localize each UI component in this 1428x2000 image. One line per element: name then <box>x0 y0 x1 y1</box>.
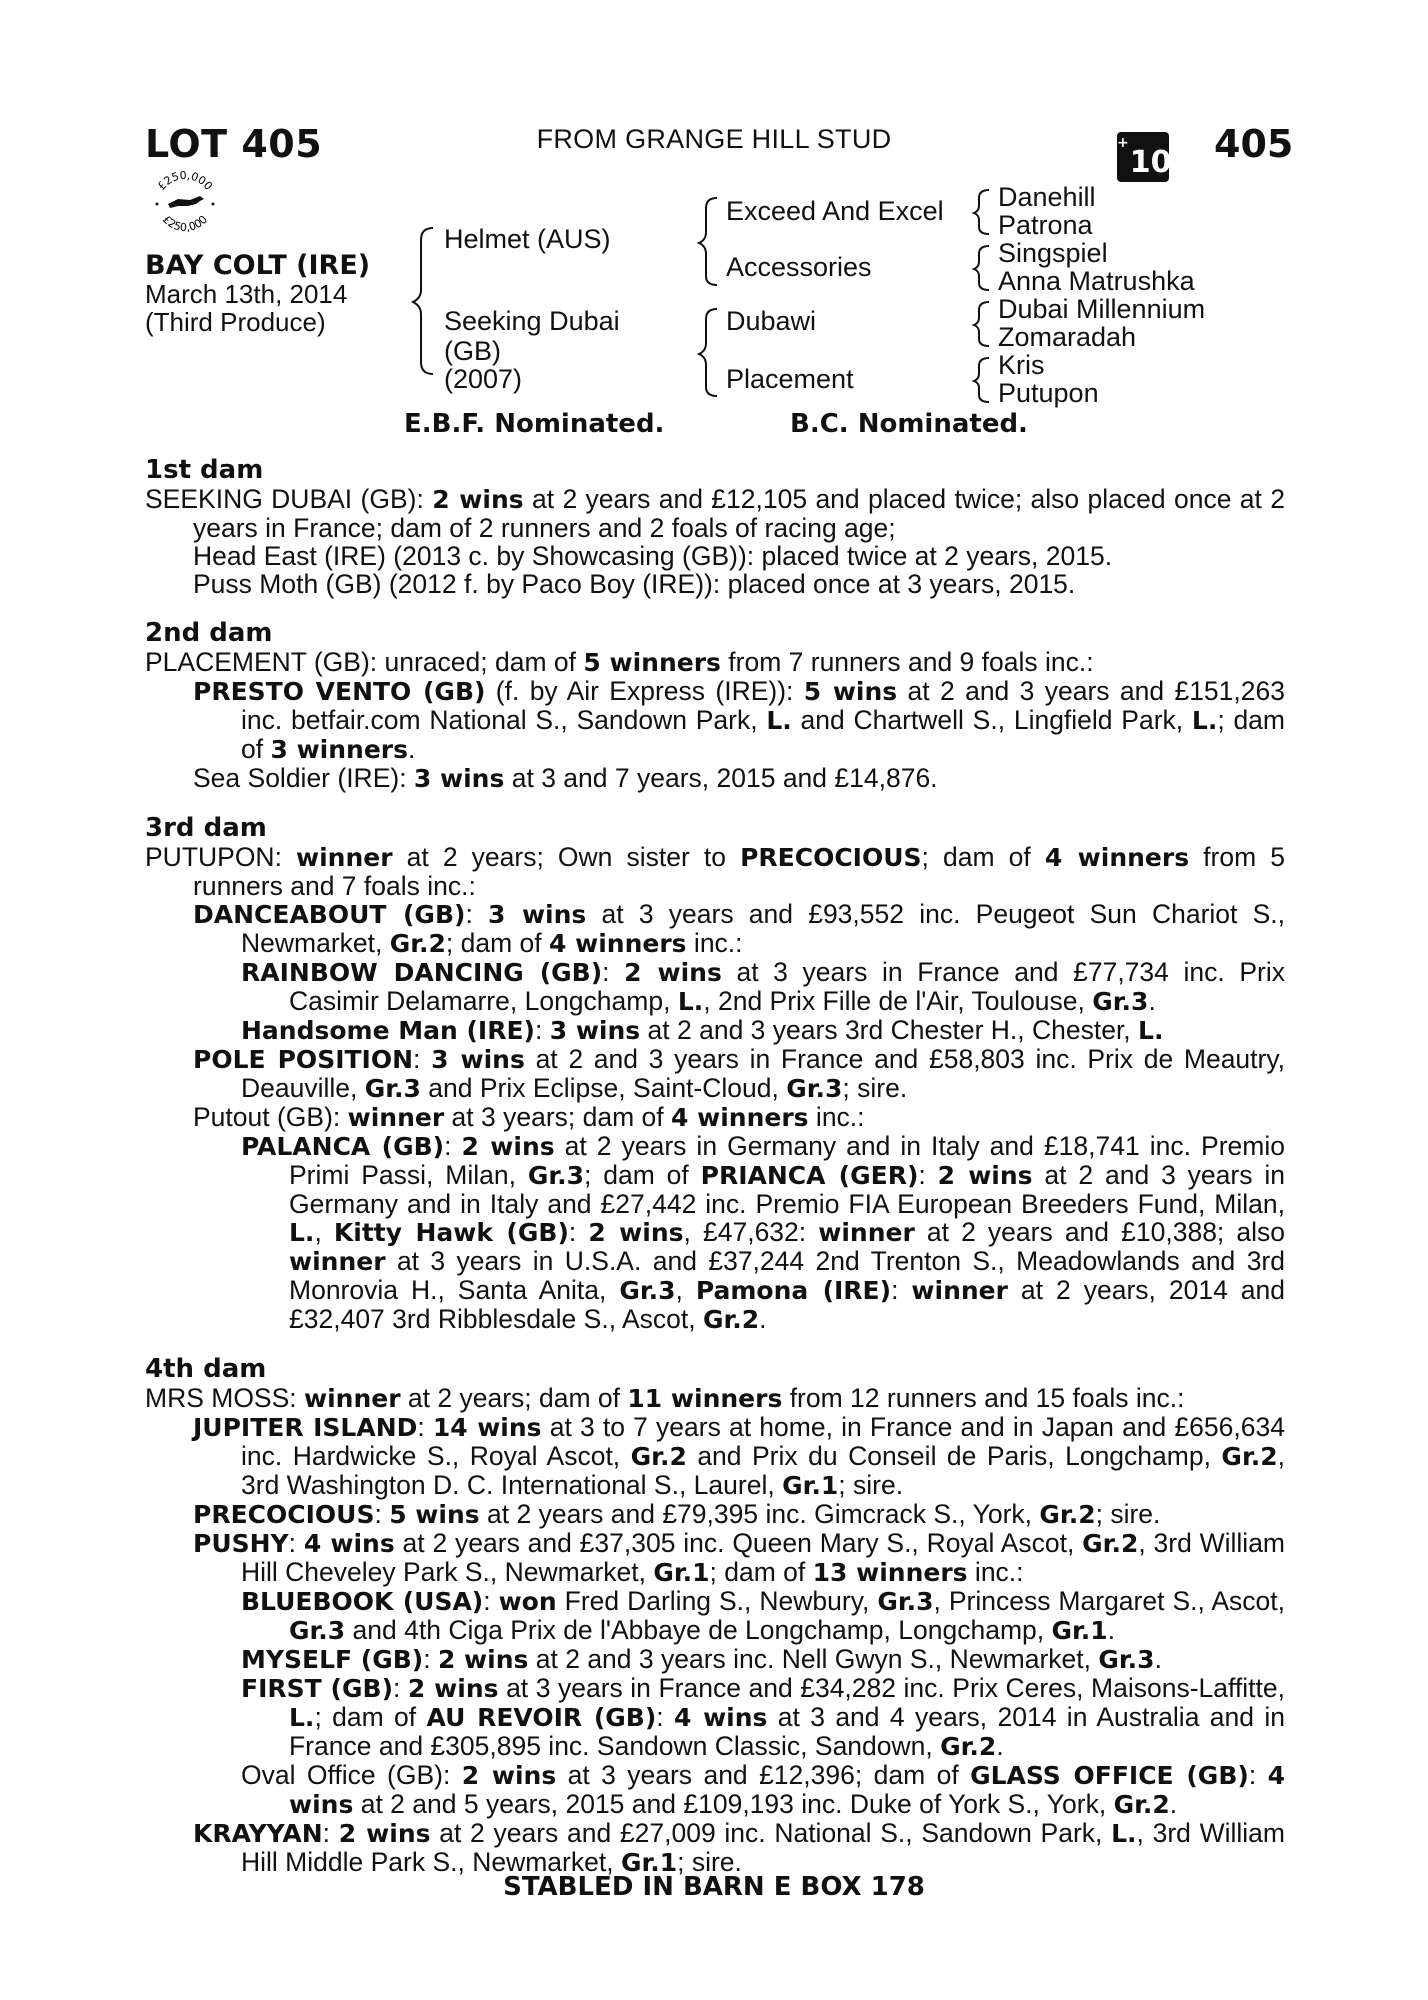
sdd: Anna Matrushka <box>998 266 1195 296</box>
dam-sire: Dubawi <box>726 306 817 336</box>
progeny-entry: PRECOCIOUS: 5 wins at 2 years and £79,395 inc. Gimcrack S., York, Gr.2; sire. <box>193 1499 1161 1529</box>
produce-record <box>145 455 1285 1877</box>
progeny-entry: Oval Office (GB): 2 wins at 3 years and £12,396; dam of GLASS OFFICE (GB): 4 wins at 2 and 5 years, 2015 and £109,193 inc. Duke of York S., York, Gr.2. <box>241 1760 1285 1819</box>
sire-dam: Accessories <box>726 252 872 282</box>
produce-note: (Third Produce) <box>145 307 326 337</box>
pedigree-brackets <box>0 0 1428 440</box>
progeny-entry: PALANCA (GB): 2 wins at 2 years in Germany and in Italy and £18,741 inc. Premio Primi Passi, Milan, Gr.3; dam of PRIANCA (GER): 2 wins at 2 and 3 years in Germany and in Italy and £27,442 inc. Premio FIA European Breeders Fund, Milan, L., Kitty Hawk (GB): 2 wins, £47,632: winner at 2 years and £10,388; also winner at 3 years in U.S.A. and £37,244 2nd Trenton S., Meadowlands and 3rd Monrovia H., Santa Anita, Gr.3, Pamona (IRE): winner at 2 years, 2014 and £32,407 3rd Ribblesdale S., Ascot, Gr.2. <box>241 1131 1285 1334</box>
dam-country: (GB) <box>444 336 501 366</box>
progeny-entry: PRESTO VENTO (GB) (f. by Air Express (IRE)): 5 wins at 2 and 3 years and £151,263 inc. betfair.com National S., Sandown Park, L. and Chartwell S., Lingfield Park, L.; dam of 3 winners. <box>193 676 1285 764</box>
progeny-entry: Handsome Man (IRE): 3 wins at 2 and 3 years 3rd Chester H., Chester, L. <box>241 1015 1164 1045</box>
second-dam-entry: PLACEMENT (GB): unraced; dam of 5 winners from 7 runners and 9 foals inc.: <box>145 647 1094 677</box>
progeny-entry: Putout (GB): winner at 3 years; dam of 4 winners inc.: <box>193 1102 865 1132</box>
first-dam-heading: 1st dam <box>145 455 264 485</box>
horse-name: BAY COLT (IRE) <box>145 250 371 281</box>
consignor: FROM GRANGE HILL STUD <box>536 124 892 154</box>
ddd: Putupon <box>998 378 1099 408</box>
ssd: Patrona <box>998 210 1093 240</box>
progeny-entry: Sea Soldier (IRE): 3 wins at 3 and 7 years, 2015 and £14,876. <box>193 763 938 793</box>
stabling-info: STABLED IN BARN E BOX 178 <box>503 1872 925 1902</box>
lot-number: 405 <box>1214 122 1294 166</box>
dds: Kris <box>998 350 1045 380</box>
ebf-nominated: E.B.F. Nominated. <box>404 409 665 439</box>
second-dam-heading: 2nd dam <box>145 618 273 648</box>
progeny-entry: POLE POSITION: 3 wins at 2 and 3 years in France and £58,803 inc. Prix de Meautry, Deauville, Gr.3 and Prix Eclipse, Saint-Cloud, Gr.3; sire. <box>193 1044 1285 1103</box>
stamp-top-text: £250,000 <box>154 168 216 193</box>
badge-number: 10 <box>1129 145 1172 180</box>
dam-year: (2007) <box>444 364 523 394</box>
bc-nominated: B.C. Nominated. <box>790 409 1028 439</box>
fourth-dam-heading: 4th dam <box>145 1354 267 1384</box>
third-dam-entry: PUTUPON: winner at 2 years; Own sister to PRECOCIOUS; dam of 4 winners from 5 runners and 7 foals inc.: <box>145 842 1285 901</box>
progeny-entry: JUPITER ISLAND: 14 wins at 3 to 7 years at home, in France and in Japan and £656,634 inc. Hardwicke S., Royal Ascot, Gr.2 and Prix du Conseil de Paris, Longchamp, Gr.2, 3rd Washington D. C. International S., Laurel, Gr.1; sire. <box>193 1412 1285 1500</box>
dam-dam: Placement <box>726 364 854 394</box>
progeny-entry: KRAYYAN: 2 wins at 2 years and £27,009 inc. National S., Sandown Park, L., 3rd William Hill Middle Park S., Newmarket, Gr.1; sire. <box>193 1818 1285 1877</box>
stamp-bottom-text: £250,000 <box>159 212 211 235</box>
progeny-entry: RAINBOW DANCING (GB): 2 wins at 3 years in France and £77,734 inc. Prix Casimir Delamarre, Longchamp, L., 2nd Prix Fille de l'Air, Toulouse, Gr.3. <box>241 957 1286 1016</box>
progeny-entry: Puss Moth (GB) (2012 f. by Paco Boy (IRE)): placed once at 3 years, 2015. <box>193 569 1076 599</box>
sire: Helmet (AUS) <box>444 224 611 254</box>
progeny-entry: MYSELF (GB): 2 wins at 2 and 3 years inc. Nell Gwyn S., Newmarket, Gr.3. <box>241 1644 1162 1674</box>
dam-name: Seeking Dubai <box>444 306 620 336</box>
progeny-entry: Head East (IRE) (2013 c. by Showcasing (GB)): placed twice at 2 years, 2015. <box>193 541 1113 571</box>
foaling-date: March 13th, 2014 <box>145 279 348 309</box>
progeny-entry: PUSHY: 4 wins at 2 years and £37,305 inc. Queen Mary S., Royal Ascot, Gr.2, 3rd William Hill Cheveley Park S., Newmarket, Gr.1; dam of 13 winners inc.: <box>193 1528 1286 1587</box>
progeny-entry: FIRST (GB): 2 wins at 3 years in France and £34,282 inc. Prix Ceres, Maisons-Laffitte, L.; dam of AU REVOIR (GB): 4 wins at 3 and 4 years, 2014 in Australia and in France and £305,895 inc. Sandown Classic, Sandown, Gr.2. <box>241 1673 1285 1761</box>
first-dam-entry: SEEKING DUBAI (GB): 2 wins at 2 years and £12,105 and placed twice; also placed once at 2 years in France; dam of 2 runners and 2 foals of racing age; <box>145 484 1285 543</box>
third-dam-heading: 3rd dam <box>145 813 267 843</box>
progeny-entry: DANCEABOUT (GB): 3 wins at 3 years and £93,552 inc. Peugeot Sun Chariot S., Newmarket, Gr.2; dam of 4 winners inc.: <box>193 899 1285 958</box>
dsd: Zomaradah <box>998 322 1137 352</box>
sss: Danehill <box>998 182 1096 212</box>
fourth-dam-entry: MRS MOSS: winner at 2 years; dam of 11 winners from 12 runners and 15 foals inc.: <box>145 1383 1185 1413</box>
sire-sire: Exceed And Excel <box>726 196 944 226</box>
progeny-entry: BLUEBOOK (USA): won Fred Darling S., Newbury, Gr.3, Princess Margaret S., Ascot, Gr.3 and 4th Ciga Prix de l'Abbaye de Longchamp, Longchamp, Gr.1. <box>241 1586 1285 1645</box>
sds: Singspiel <box>998 238 1108 268</box>
badge-prefix: + <box>1117 135 1129 151</box>
dss: Dubai Millennium <box>998 294 1206 324</box>
lot-label: LOT 405 <box>145 122 323 166</box>
